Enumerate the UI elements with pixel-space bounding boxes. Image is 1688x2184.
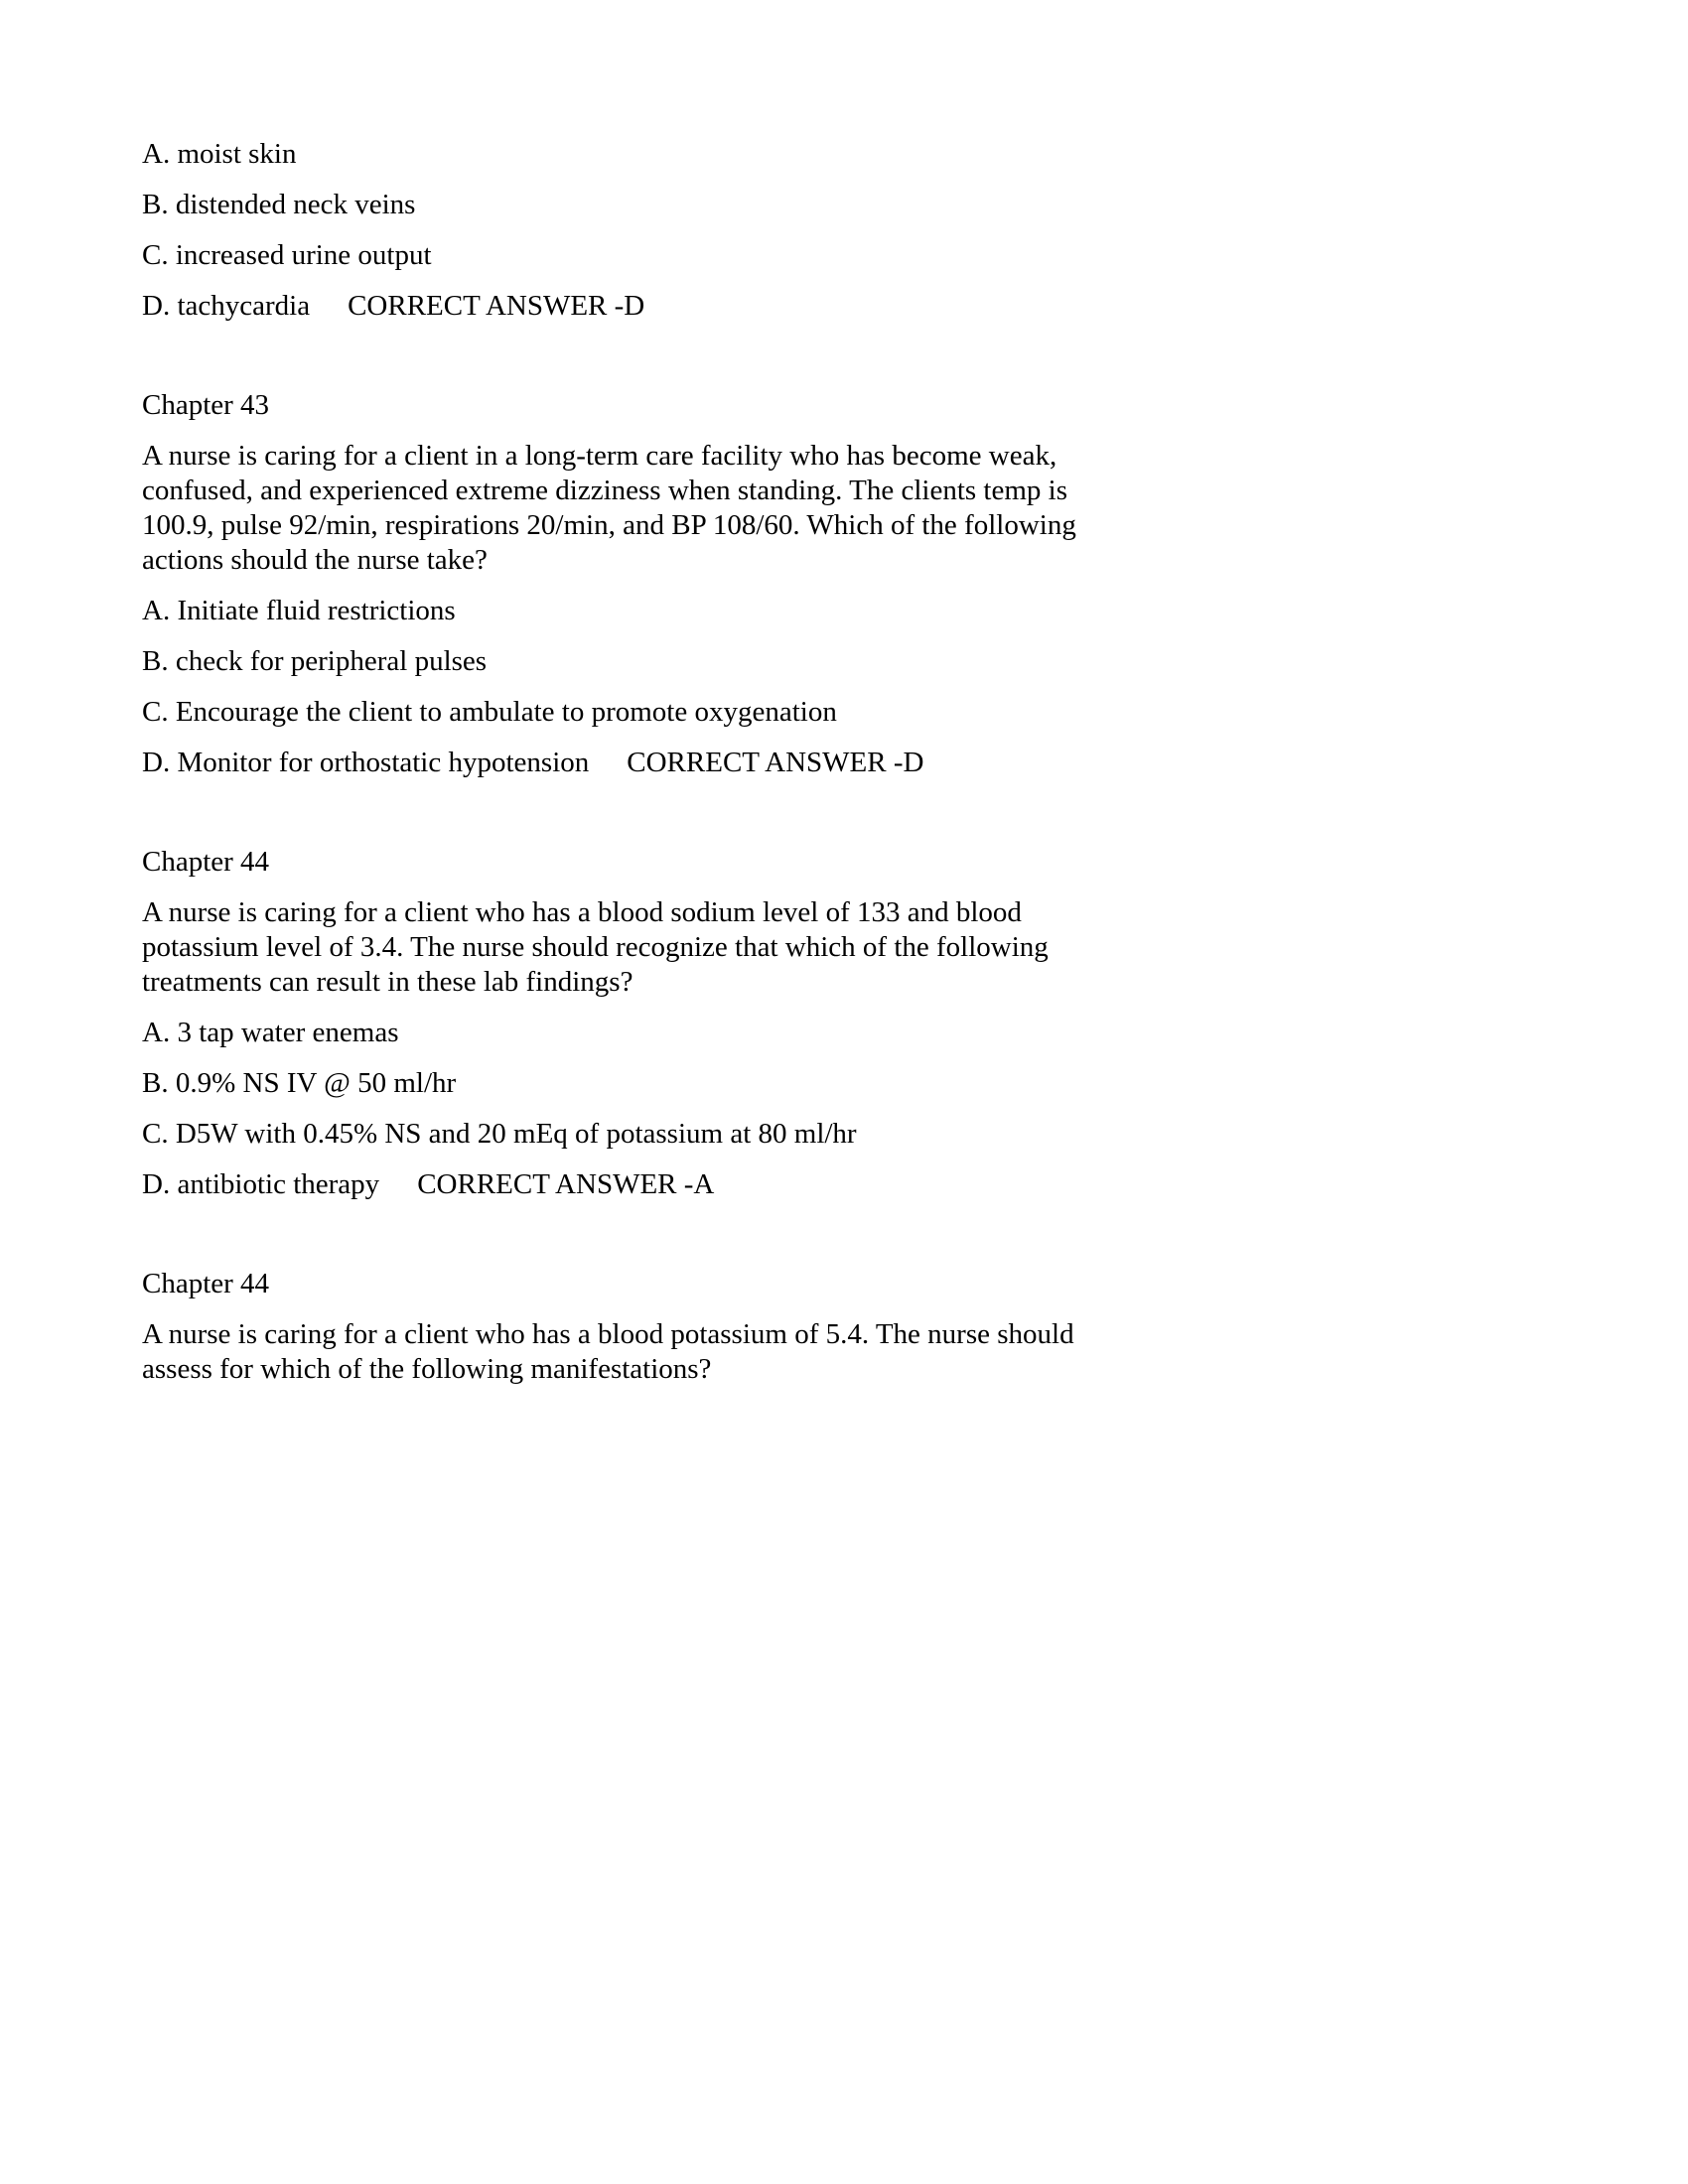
- answer-option-c: [142, 695, 1080, 730]
- question-body: A nurse is caring for a client who has a blood potassium of 5.4. The nurse should assess for which of the following manifestations?: [142, 1318, 1074, 1385]
- question-text: [142, 439, 1080, 578]
- chapter-heading-text: Chapter 43: [142, 389, 270, 421]
- question-body: A nurse is caring for a client in a long-term care facility who has become weak, confused, and experienced extreme dizziness when standing. The clients temp is 100.9, pulse 92/min, respirations 20/min, and BP 108/60. Which of the following actions should the nurse take?: [142, 440, 1076, 576]
- option-text: C. increased urine output: [142, 239, 432, 271]
- chapter-heading-text: Chapter 44: [142, 1268, 270, 1299]
- answer-option-a: [142, 594, 1080, 628]
- option-text: B. check for peripheral pulses: [142, 645, 488, 677]
- answer-option-d: [142, 1167, 1080, 1202]
- correct-answer-label: CORRECT ANSWER -A: [417, 1168, 715, 1200]
- correct-answer-label: CORRECT ANSWER -D: [627, 747, 924, 778]
- chapter-heading: [142, 1267, 1080, 1301]
- chapter-heading: [142, 845, 1080, 880]
- answer-option-b: [142, 1066, 1080, 1101]
- answer-option-a: [142, 137, 1080, 172]
- option-text: C. D5W with 0.45% NS and 20 mEq of potassium at 80 ml/hr: [142, 1118, 857, 1150]
- answer-option-b: [142, 644, 1080, 679]
- correct-answer-label: CORRECT ANSWER -D: [348, 290, 645, 322]
- answer-option-b: [142, 188, 1080, 222]
- option-text: A. moist skin: [142, 138, 297, 170]
- option-text: D. tachycardia: [142, 290, 311, 322]
- option-text: B. distended neck veins: [142, 189, 416, 220]
- answer-option-d: [142, 289, 1080, 324]
- question-text: [142, 1317, 1080, 1387]
- option-text: C. Encourage the client to ambulate to promote oxygenation: [142, 696, 837, 728]
- option-text: B. 0.9% NS IV @ 50 ml/hr: [142, 1067, 457, 1099]
- option-text: D. antibiotic therapy: [142, 1168, 380, 1200]
- option-text: D. Monitor for orthostatic hypotension: [142, 747, 590, 778]
- chapter-heading: [142, 388, 1080, 423]
- option-text: A. Initiate fluid restrictions: [142, 595, 456, 626]
- answer-option-a: [142, 1016, 1080, 1050]
- option-text: A. 3 tap water enemas: [142, 1017, 399, 1048]
- answer-option-c: [142, 238, 1080, 273]
- answer-option-c: [142, 1117, 1080, 1152]
- question-text: [142, 895, 1080, 1000]
- question-body: A nurse is caring for a client who has a blood sodium level of 133 and blood potassium level of 3.4. The nurse should recognize that which of the following treatments can result in these lab findings?: [142, 896, 1049, 998]
- chapter-heading-text: Chapter 44: [142, 846, 270, 878]
- answer-option-d: [142, 746, 1080, 780]
